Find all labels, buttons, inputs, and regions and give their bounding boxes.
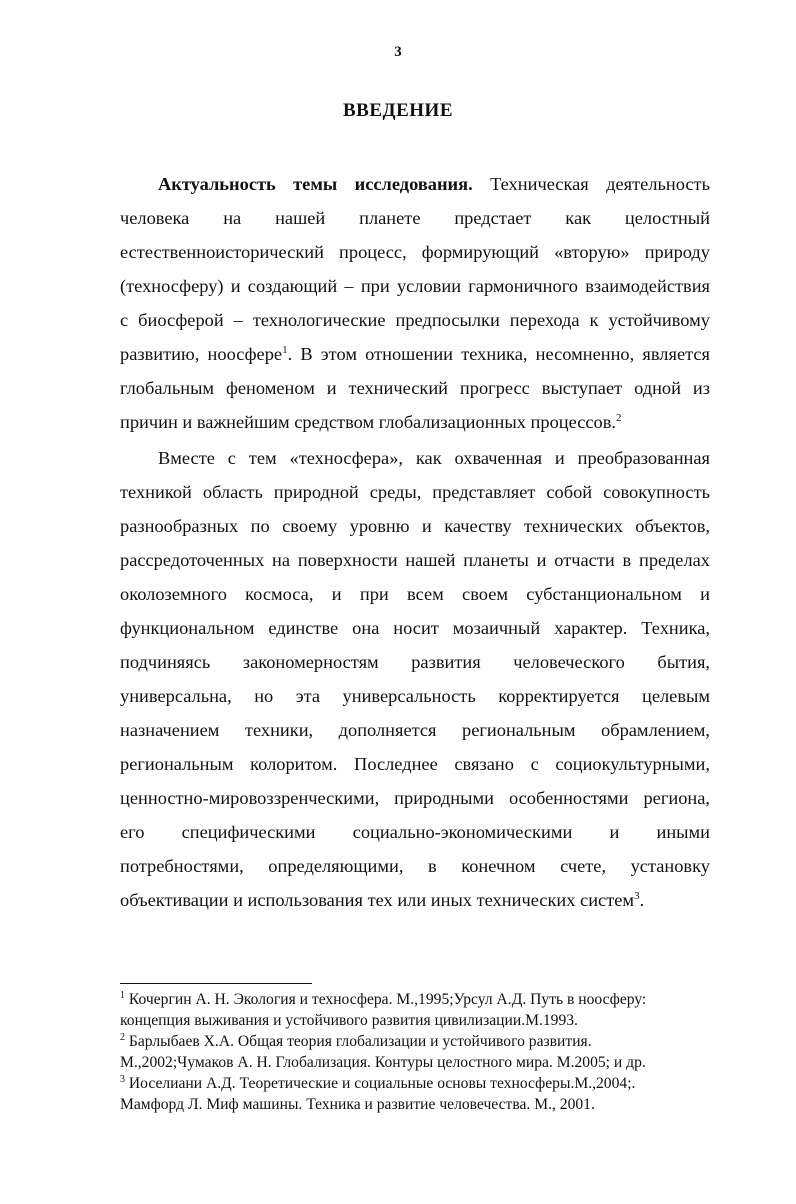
paragraph-2-line-12: его специфическими социально-экономическими и иными: [120, 822, 710, 842]
page-title: ВВЕДЕНИЕ: [343, 100, 453, 121]
paragraph-1-line-8: [120, 410, 710, 434]
paragraph-2-line-11: ценностно-мировоззренческими, природными особенностями региона,: [120, 788, 710, 808]
line-text: . В этом отношении техника, несомненно, является: [287, 344, 710, 364]
page-number: 3: [394, 44, 402, 60]
paragraph-2-line-10: региональным колоритом. Последнее связано с социокультурными,: [120, 754, 710, 774]
paragraph-1-line-2: человека на нашей планете предстает как целостный: [120, 208, 710, 228]
paragraph-1-line-3: естественноисторический процесс, формирующий «вторую» природу: [120, 242, 710, 262]
paragraph-1-line-1: [158, 172, 710, 196]
paragraph-2-line-13: потребностями, определяющими, в конечном счете, установку: [120, 856, 710, 876]
paragraph-2-line-5: околоземного космоса, и при всем своем субстанциональном и: [120, 584, 710, 604]
footnote-2-line-2: М.,2002;Чумаков А. Н. Глобализация. Контуры целостного мира. М.2005; и др.: [120, 1054, 646, 1071]
footnote-ref-1[interactable]: 1: [282, 343, 288, 356]
footnote-mark-2: 2: [120, 1031, 125, 1043]
line-text: Техническая деятельность: [490, 174, 710, 194]
paragraph-1-line-4: (техносферу) и создающий – при условии гармоничного взаимодействия: [120, 276, 710, 296]
paragraph-2-line-4: рассредоточенных на поверхности нашей планеты и отчасти в пределах: [120, 550, 710, 570]
footnote-text: Иоселиани А.Д. Теоретические и социальные основы техносферы.М.,2004;.: [125, 1075, 636, 1092]
paragraph-1-line-5: с биосферой – технологические предпосылки перехода к устойчивому: [120, 310, 710, 330]
paragraph-2-line-8: универсальна, но эта универсальность корректируется целевым: [120, 686, 710, 706]
line-text: объективации и использования тех или иных технических систем: [120, 890, 635, 910]
line-text: .: [639, 890, 645, 910]
line-text: причин и важнейшим средством глобализационных процессов.: [120, 412, 617, 432]
paragraph-2-line-7: подчиняясь закономерностям развития человеческого бытия,: [120, 652, 710, 672]
footnote-text: Кочергин А. Н. Экология и техносфера. М.,1995;Урсул А.Д. Путь в ноосферу:: [125, 991, 647, 1008]
paragraph-1-line-6: [120, 342, 710, 366]
line-text: развитию, ноосфере: [120, 344, 283, 364]
footnote-1-line-2: концепция выживания и устойчивого развития цивилизации.М.1993.: [120, 1012, 578, 1029]
paragraph-1-line-7: глобальным феноменом и технический прогресс выступает одной из: [120, 378, 710, 398]
paragraph-2-line-1: Вместе с тем «техносфера», как охваченная и преобразованная: [158, 448, 710, 468]
footnote-1-line-1: [120, 990, 710, 1009]
paragraph-2-line-9: назначением техники, дополняется региональным обрамлением,: [120, 720, 710, 740]
footnote-separator: [120, 983, 312, 984]
footnote-ref-3[interactable]: 3: [634, 889, 640, 902]
footnote-mark-1: 1: [120, 989, 125, 1001]
paragraph-2-line-6: функциональном единстве она носит мозаичный характер. Техника,: [120, 618, 710, 638]
footnote-mark-3: 3: [120, 1073, 125, 1085]
paragraph-2-line-2: техникой область природной среды, представляет собой совокупность: [120, 482, 710, 502]
paragraph-2-line-3: разнообразных по своему уровню и качеству технических объектов,: [120, 516, 710, 536]
footnote-ref-2[interactable]: 2: [616, 411, 622, 424]
topic-relevance-lead: Актуальность темы исследования.: [158, 174, 473, 194]
footnote-text: Барлыбаев Х.А. Общая теория глобализации и устойчивого развития.: [125, 1033, 592, 1050]
footnote-3-line-1: [120, 1074, 710, 1093]
footnote-2-line-1: [120, 1032, 710, 1051]
paragraph-2-line-14: [120, 888, 710, 912]
footnote-3-line-2: Мамфорд Л. Миф машины. Техника и развитие человечества. М., 2001.: [120, 1096, 595, 1113]
